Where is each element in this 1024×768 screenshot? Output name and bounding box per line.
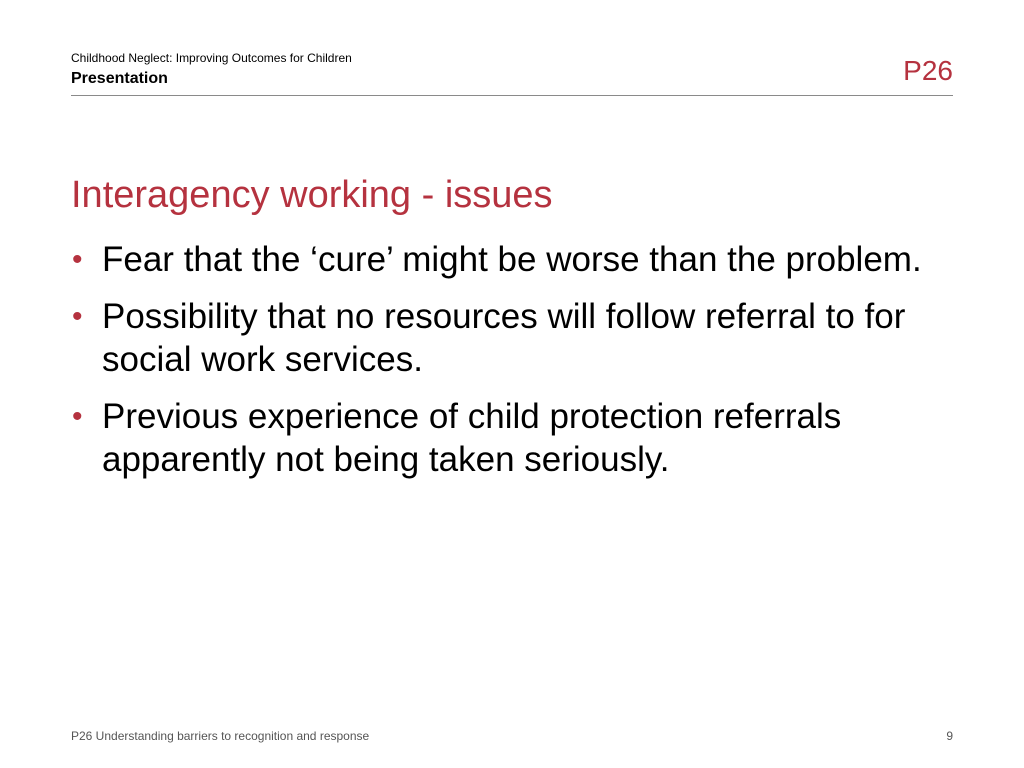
header-title: Presentation (71, 70, 168, 87)
bullet-text: Previous experience of child protection referrals apparently not being taken seriously. (102, 397, 842, 479)
header-divider (71, 95, 953, 96)
slide-title: Interagency working - issues (71, 174, 553, 216)
bullet-text: Possibility that no resources will follow referral to for social work services. (102, 297, 906, 379)
bullet-item (71, 395, 961, 481)
bullet-list (71, 238, 961, 495)
bullet-text: Fear that the ‘cure’ might be worse than the problem. (102, 240, 922, 279)
bullet-item (71, 238, 961, 281)
header-subtitle: Childhood Neglect: Improving Outcomes for Children (71, 51, 352, 65)
bullet-dot-icon: • (72, 400, 83, 433)
footer-text: P26 Understanding barriers to recognition and response (71, 729, 370, 743)
header-code: P26 (903, 55, 953, 86)
bullet-item (71, 295, 961, 381)
bullet-dot-icon: • (72, 243, 83, 276)
page-number: 9 (946, 729, 953, 743)
bullet-dot-icon: • (72, 300, 83, 333)
